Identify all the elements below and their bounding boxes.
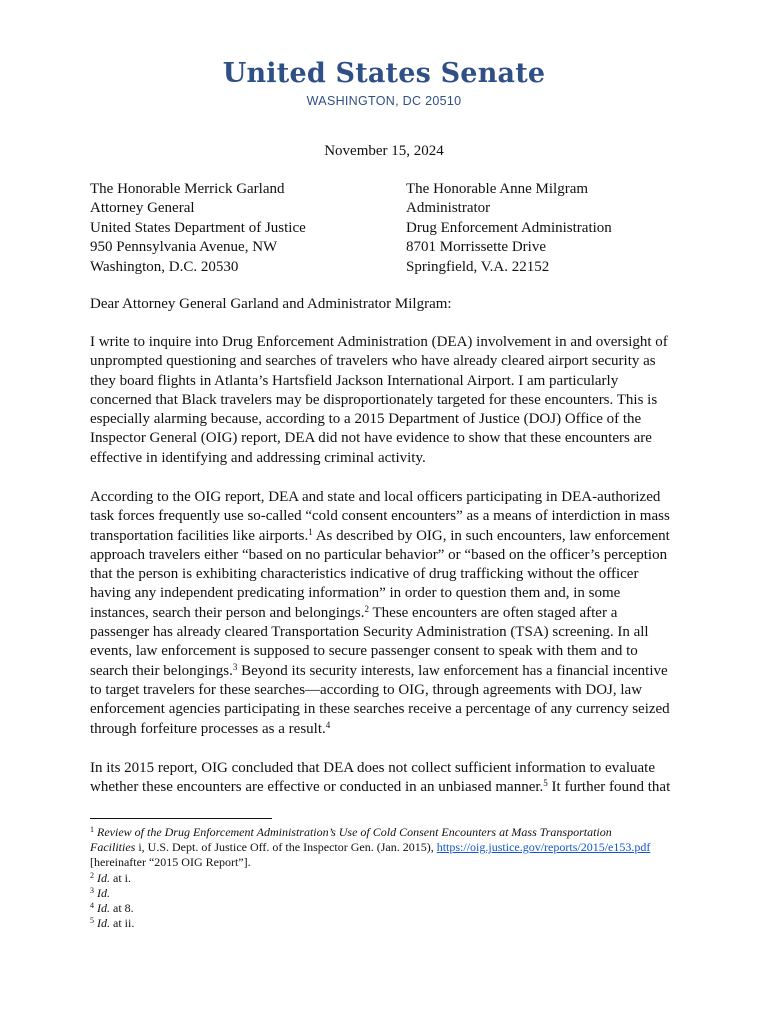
text-line: they board flights in Atlanta’s Hartsfield Jackson International Airport. I am particularly bbox=[90, 372, 619, 389]
text-segment: search their belongings. bbox=[90, 662, 233, 679]
text-line: unprompted questioning and searches of travelers who have already cleared airport security as bbox=[90, 353, 656, 370]
text-line bbox=[90, 662, 682, 681]
text-line: having any independent predicating information” in order to question them and, in some bbox=[90, 585, 621, 602]
text-line: I write to inquire into Drug Enforcement Administration (DEA) involvement in and oversight of bbox=[90, 334, 668, 350]
text-line: effective in identifying and addressing criminal activity. bbox=[90, 449, 426, 466]
paragraph-3 bbox=[90, 759, 682, 798]
recipient-line: 950 Pennsylvania Avenue, NW bbox=[90, 239, 278, 256]
paragraph-2 bbox=[90, 488, 682, 739]
report-link[interactable]: https://oig.justice.gov/reports/2015/e153.pdf bbox=[436, 840, 651, 855]
letterhead-subtitle: WASHINGTON, DC 20510 bbox=[306, 94, 462, 108]
text-line bbox=[90, 778, 682, 797]
text-line bbox=[90, 527, 682, 546]
id-cite: Id. bbox=[97, 901, 110, 916]
citation-text: at i. bbox=[110, 870, 131, 885]
senate-letterhead bbox=[0, 58, 768, 108]
salutation: Dear Attorney General Garland and Administrator Milgram: bbox=[90, 296, 452, 312]
footnote-ref-1[interactable]: 1 bbox=[308, 526, 313, 537]
text-segment: transportation facilities like airports. bbox=[90, 527, 309, 544]
footnote-1-tail: [hereinafter “2015 OIG Report”]. bbox=[90, 855, 251, 870]
footnote-ref-3[interactable]: 3 bbox=[232, 661, 238, 672]
footnote-ref-5[interactable]: 5 bbox=[543, 778, 548, 789]
text-line: task forces frequently use so-called “cold consent encounters” as a means of interdiction in mass bbox=[90, 508, 670, 525]
id-cite: Id. bbox=[97, 885, 110, 900]
text-segment: It further found that bbox=[547, 779, 671, 796]
footnote-number: 3 bbox=[90, 885, 94, 895]
text-line bbox=[90, 720, 682, 739]
text-line: In its 2015 report, OIG concluded that DEA does not collect sufficient information to evaluate bbox=[90, 760, 655, 776]
recipient-line: The Honorable Anne Milgram bbox=[406, 181, 589, 197]
recipient-line: United States Department of Justice bbox=[90, 219, 306, 236]
footnote-5 bbox=[90, 916, 710, 931]
text-segment: These encounters are often staged after a bbox=[369, 604, 618, 621]
text-line: According to the OIG report, DEA and state and local officers participating in DEA-authorized bbox=[90, 489, 661, 505]
paragraph-1 bbox=[90, 333, 682, 468]
footnote-1-cont bbox=[90, 840, 710, 855]
footnote-3 bbox=[90, 886, 710, 901]
recipient-line: Administrator bbox=[406, 200, 491, 217]
footnote-ref-4[interactable]: 4 bbox=[325, 719, 331, 730]
text-segment: whether these encounters are effective or conducted in an unbiased manner. bbox=[90, 779, 544, 796]
footnote-ref-2[interactable]: 2 bbox=[364, 603, 370, 614]
citation-text: at ii. bbox=[110, 916, 135, 931]
recipient-line: Springfield, V.A. 22152 bbox=[406, 258, 550, 275]
text-line: that the person is exhibiting characteristics indicative of drug trafficking without the officer bbox=[90, 566, 639, 583]
recipient-block-right bbox=[406, 180, 612, 277]
letter-date: November 15, 2024 bbox=[324, 143, 444, 159]
recipient-line: Attorney General bbox=[90, 200, 195, 217]
text-segment: Beyond its security interests, law enforcement has a financial incentive bbox=[237, 662, 668, 679]
footnote-number: 1 bbox=[90, 825, 94, 834]
report-title-cont: Facilities bbox=[90, 840, 136, 855]
citation-text: i, U.S. Dept. of Justice Off. of the Inspector Gen. (Jan. 2015), bbox=[135, 840, 437, 855]
text-line: approach travelers either “based on no particular behavior” or “based on the officer’s perception bbox=[90, 546, 668, 563]
text-line: Inspector General (OIG) report, DEA did not have evidence to show that these encounters are bbox=[90, 430, 652, 447]
recipient-line: Drug Enforcement Administration bbox=[406, 219, 612, 236]
recipient-line: Washington, D.C. 20530 bbox=[90, 258, 239, 275]
text-line: enforcement agencies participating in these searches receive a percentage of any currency seized bbox=[90, 701, 670, 718]
id-cite: Id. bbox=[97, 916, 110, 931]
text-line: passenger has already cleared Transportation Security Administration (TSA) screening. In all bbox=[90, 624, 649, 641]
text-segment: through forfeiture processes as a result. bbox=[90, 720, 326, 737]
text-line: concerned that Black travelers may be disproportionately targeted for these encounters. This is bbox=[90, 391, 658, 408]
citation-text: at 8. bbox=[110, 901, 134, 916]
footnote-number: 4 bbox=[90, 901, 94, 911]
recipient-line: 8701 Morrissette Drive bbox=[406, 239, 546, 256]
footnote-1 bbox=[90, 825, 710, 840]
text-line bbox=[90, 604, 682, 623]
footnotes bbox=[90, 825, 710, 931]
text-segment: instances, search their person and belongings. bbox=[90, 604, 365, 621]
footnote-number: 5 bbox=[90, 916, 94, 926]
footnote-2 bbox=[90, 871, 710, 886]
text-segment: As described by OIG, in such encounters, law enforcement bbox=[312, 527, 670, 544]
text-line: events, law enforcement is supposed to secure passenger consent to speak with them and to bbox=[90, 643, 638, 660]
text-line: especially alarming because, according to a 2015 Department of Justice (DOJ) Office of the bbox=[90, 411, 642, 428]
report-title: Review of the Drug Enforcement Administration’s Use of Cold Consent Encounters at Mass Transportation bbox=[97, 825, 612, 839]
text-line: to target travelers for these searches—according to OIG, through agreements with DOJ, law bbox=[90, 681, 643, 698]
recipient-line: The Honorable Merrick Garland bbox=[90, 181, 285, 197]
recipient-block-left bbox=[90, 180, 306, 277]
id-cite: Id. bbox=[97, 870, 110, 885]
footnote-4 bbox=[90, 901, 710, 916]
footnote-number: 2 bbox=[90, 870, 94, 880]
letterhead-title: United States Senate bbox=[222, 58, 546, 89]
footnote-divider bbox=[90, 818, 272, 819]
